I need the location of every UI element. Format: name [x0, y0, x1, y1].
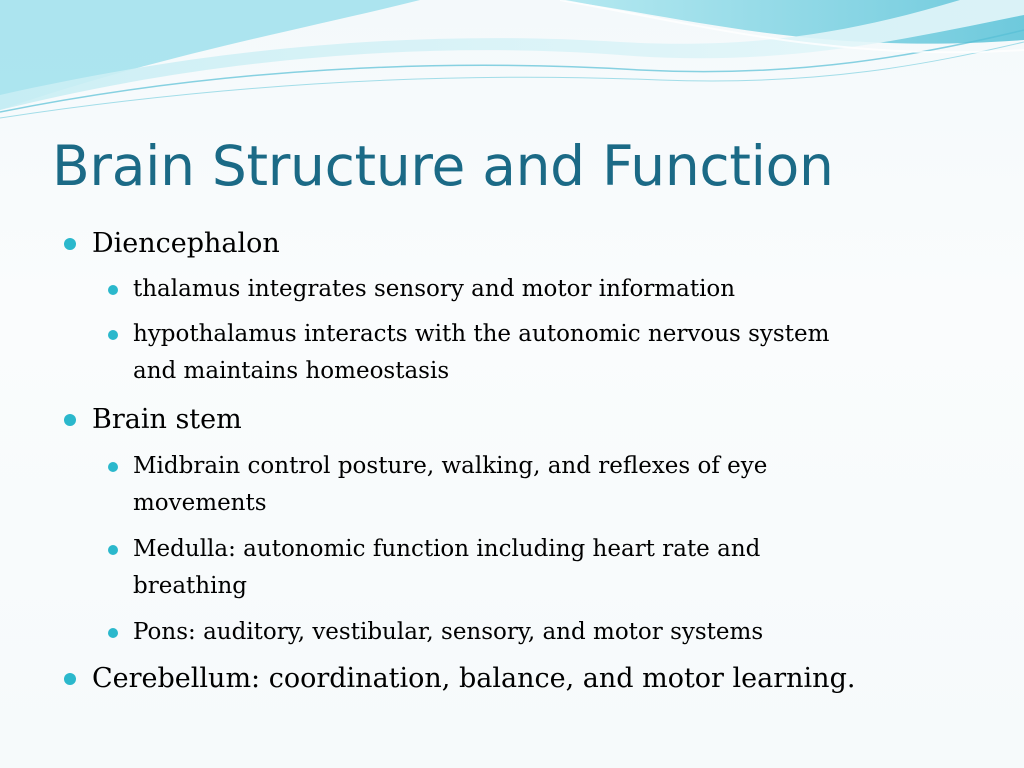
bullet-brain-stem: [92, 402, 242, 438]
bullet-dot-icon: [64, 238, 76, 250]
bullet-text-line: Midbrain control posture, walking, and reflexes of eye: [133, 453, 768, 479]
slide-title: Brain Structure and Function: [52, 134, 834, 198]
bullet-dot-icon: [108, 628, 118, 638]
bullet-text: Pons: auditory, vestibular, sensory, and motor systems: [133, 619, 764, 645]
bullet-text-line: hypothalamus interacts with the autonomic nervous system: [133, 321, 830, 347]
bullet-pons: [133, 614, 953, 651]
bullet-text: Diencephalon: [92, 228, 280, 259]
bullet-dot-icon: [108, 545, 118, 555]
bullet-dot-icon: [64, 673, 76, 685]
bullet-text: Cerebellum: coordination, balance, and motor learning.: [92, 663, 856, 694]
bullet-text: Brain stem: [92, 404, 242, 435]
bullet-hypothalamus: [133, 316, 953, 390]
bullet-midbrain: [133, 448, 953, 522]
bullet-diencephalon: [92, 226, 280, 262]
wave-header-decoration: [0, 0, 1024, 130]
bullet-dot-icon: [108, 462, 118, 472]
bullet-dot-icon: [108, 330, 118, 340]
bullet-medulla: [133, 531, 953, 605]
bullet-cerebellum: [92, 661, 855, 697]
bullet-thalamus: [133, 271, 953, 308]
bullet-text-line: breathing: [133, 573, 247, 599]
bullet-text-line: Medulla: autonomic function including heart rate and: [133, 536, 761, 562]
bullet-dot-icon: [64, 414, 76, 426]
bullet-text-line: movements: [133, 490, 267, 516]
bullet-text: thalamus integrates sensory and motor information: [133, 276, 736, 302]
bullet-text-line: and maintains homeostasis: [133, 358, 450, 384]
bullet-dot-icon: [108, 285, 118, 295]
